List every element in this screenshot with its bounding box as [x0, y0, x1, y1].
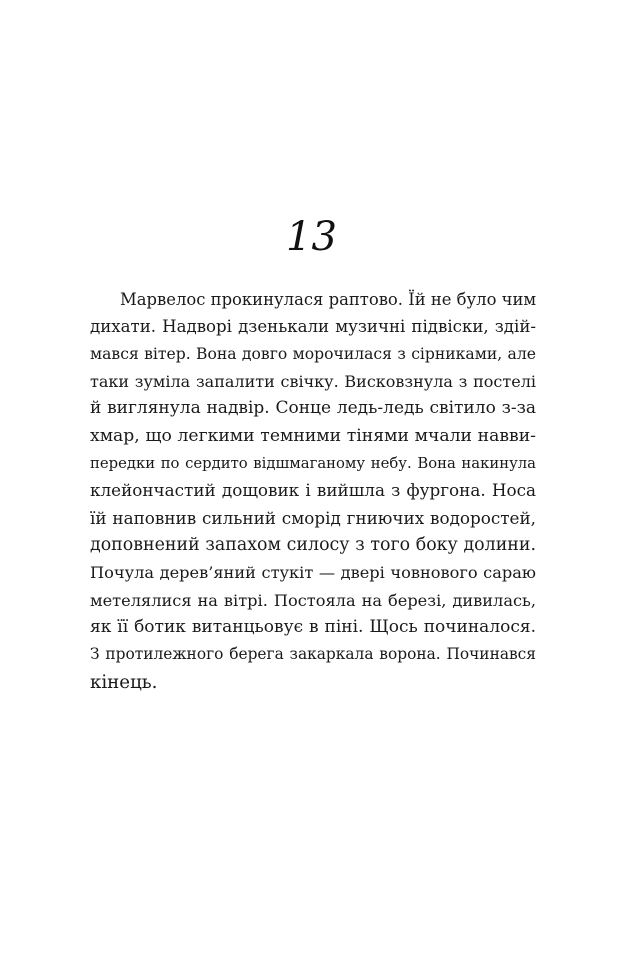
text-line: Почула дерев’яний стукіт — двері човнового сараю [90, 563, 536, 583]
text-line: хмар, що легкими темними тінями мчали навви- [90, 425, 536, 446]
text-line: їй наповнив сильний сморід гниючих водоростей, [90, 507, 536, 528]
text-line: метелялися на вітрі. Постояла на березі, дивилась, [90, 590, 536, 610]
text-line: таки зуміла запалити свічку. Висковзнула з постелі [90, 372, 536, 392]
text-line: дихати. Надворі дзенькали музичні підвіски, здій- [90, 317, 536, 337]
text-line: як її ботик витанцьовує в піні. Щось починалося. [90, 617, 536, 638]
text-line: кінець. [90, 671, 158, 693]
text-line: доповнений запахом силосу з того боку долини. [90, 535, 536, 556]
text-line: клейончастий дощовик і вийшла з фургона. Носа [90, 480, 536, 501]
text-line: передки по сердито відшмаганому небу. Вона накинула [90, 455, 536, 473]
body-paragraph [90, 286, 536, 696]
text-line: й виглянула надвір. Сонце ледь-ледь світило з-за [90, 398, 536, 419]
text-line: З протилежного берега закаркала ворона. Починався [90, 645, 536, 664]
text-line: Марвелос прокинулася раптово. Їй не було чим [120, 290, 536, 309]
chapter-number: 13 [286, 214, 337, 260]
text-line: мався вітер. Вона довго морочилася з сірниками, але [90, 344, 536, 363]
